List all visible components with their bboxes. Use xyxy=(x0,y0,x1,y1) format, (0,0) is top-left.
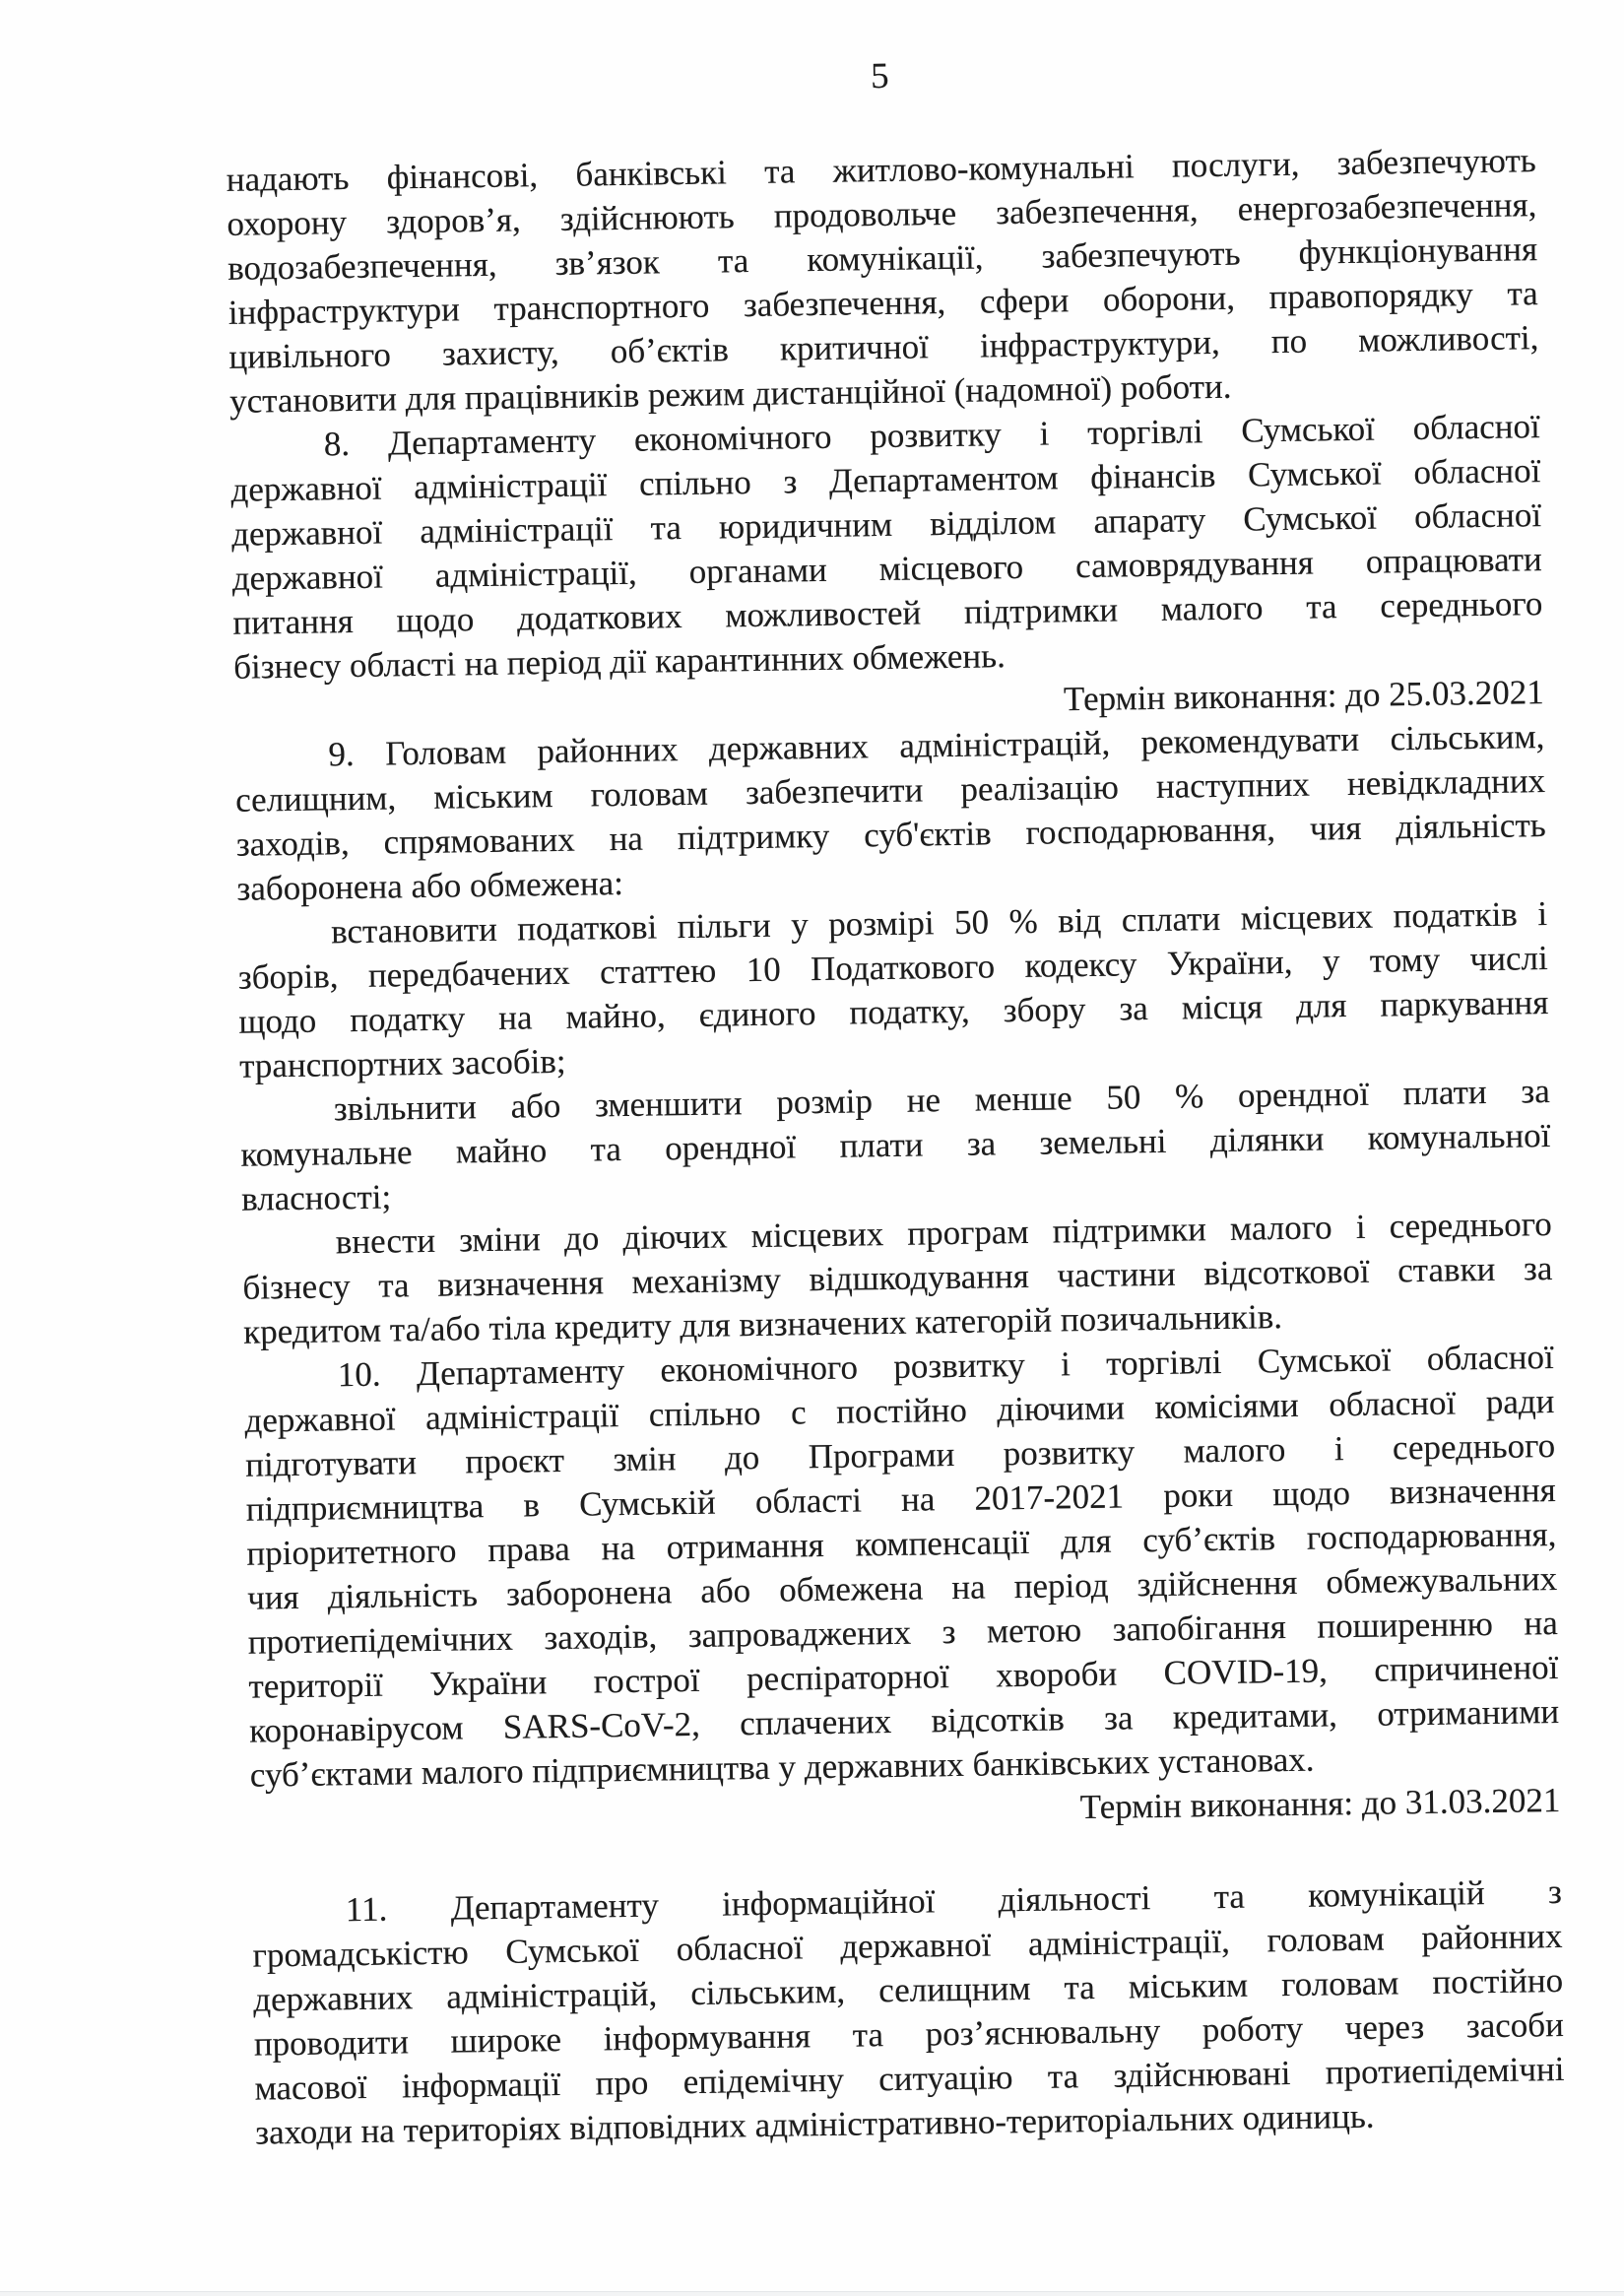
text-line: кредитом та/або тіла кредиту для визначених категорій позичальників. xyxy=(242,1297,1283,1351)
text-line: підготувати проєкт змін до Програми розвитку малого і середнього xyxy=(244,1425,1556,1484)
text-line: заходів, спрямованих на підтримку суб'єктів господарювання, чия діяльність xyxy=(235,806,1546,864)
text-line: підприємництва в Сумській області на 2017-2021 роки щодо визначення xyxy=(245,1470,1556,1529)
text-line: території України гострої респіраторної хвороби COVID-19, спричиненої xyxy=(248,1647,1559,1706)
text-line: державної адміністрації та юридичним відділом апарату Сумської обласної xyxy=(230,495,1542,554)
text-line: комунальне майно та орендної плати за земельні ділянки комунальної xyxy=(240,1116,1551,1174)
text-line: цивільного захисту, об’єктів критичної інфраструктури, по можливості, xyxy=(228,318,1539,376)
text-line: водозабезпечення, зв’язок та комунікації, забезпечують функціонування xyxy=(227,230,1538,288)
text-line: Термін виконання: до 25.03.2021 xyxy=(1063,673,1544,719)
text-line: бізнесу області на період дії карантинних обмежень. xyxy=(232,636,1007,687)
text-line: проводити широке інформування та роз’яснювальну роботу через засоби xyxy=(253,2004,1565,2064)
text-line: власності; xyxy=(240,1177,392,1218)
text-line: інфраструктури транспортного забезпечення, сфери оборони, правопорядку та xyxy=(227,274,1538,332)
text-line: масової інформації про епідемічну ситуацію та здійснювані протиепідемічні xyxy=(254,2049,1565,2108)
text-line: установити для працівників режим дистанційної (надомної) роботи. xyxy=(228,366,1232,421)
text-line: заходи на територіях відповідних адміністративно-територіальних одиниць. xyxy=(254,2096,1375,2152)
text-line: чия діяльність заборонена або обмежена на період здійснення обмежувальних xyxy=(246,1558,1558,1617)
text-line: бізнесу та визначення механізму відшкодування частини відсоткової ставки за xyxy=(242,1249,1553,1307)
text-line: суб’єктами малого підприємництва у державних банківських установах. xyxy=(249,1739,1315,1795)
text-line: внести зміни до діючих місцевих програм підтримки малого і середнього xyxy=(335,1205,1552,1262)
page-content xyxy=(225,44,1565,2154)
text-line: транспортних засобів; xyxy=(238,1041,566,1085)
text-line: державної адміністрації спільно с постійно діючими комісіями обласної ради xyxy=(244,1381,1555,1440)
text-line: питання щодо додаткових можливостей підтримки малого та середнього xyxy=(232,584,1543,642)
text-line: державних адміністрацій, сільським, селищним та міським головам постійно xyxy=(252,1960,1564,2019)
text-line: надають фінансові, банківські та житлово-комунальні послуги, забезпечують xyxy=(226,141,1536,199)
text-line: селищним, міським головам забезпечити реалізацію наступних невідкладних xyxy=(234,761,1546,820)
text-line: державної адміністрації спільно з Департаментом фінансів Сумської обласної xyxy=(230,451,1541,509)
text-line: коронавірусом SARS-CoV-2, сплачених відсотків за кредитами, отриманими xyxy=(248,1691,1560,1750)
text-line: 9. Головам районних державних адміністрацій, рекомендувати сільським, xyxy=(328,717,1545,774)
text-line: державної адміністрації, органами місцевого самоврядування опрацювати xyxy=(231,540,1542,598)
text-line: 11. Департаменту інформаційної діяльності та комунікацій з xyxy=(345,1871,1563,1930)
text-line: зборів, передбачених статтею 10 Податкового кодексу України, у тому числі xyxy=(237,939,1548,997)
text-line: громадськістю Сумської обласної державної адміністрації, головам районних xyxy=(252,1916,1563,1975)
scan-edge-artifact xyxy=(0,2291,1624,2296)
text-line: охорону здоров’я, здійснюють продовольче забезпечення, енергозабезпечення, xyxy=(227,185,1537,243)
page-number: 5 xyxy=(870,55,889,98)
text-line: протиепідемічних заходів, запроваджених з метою запобігання поширенню на xyxy=(247,1603,1558,1662)
text-line: Термін виконання: до 31.03.2021 xyxy=(1079,1780,1561,1827)
text-line: пріоритетного права на отримання компенсації для суб’єктів господарювання, xyxy=(246,1514,1557,1573)
text-line: щодо податку на майно, єдиного податку, збору за місця для паркування xyxy=(238,983,1549,1041)
text-line: звільнити або зменшити розмір не менше 50 % орендної плати за xyxy=(333,1072,1550,1129)
text-line: заборонена або обмежена: xyxy=(236,863,624,908)
text-line: 8. Департаменту економічного розвитку і торгівлі Сумської обласної xyxy=(323,407,1540,464)
text-line: 10. Департаменту економічного розвитку і торгівлі Сумської обласної xyxy=(337,1337,1554,1395)
document-body xyxy=(226,138,1565,2155)
text-line: встановити податкові пільги у розмірі 50 % від сплати місцевих податків і xyxy=(330,894,1548,951)
